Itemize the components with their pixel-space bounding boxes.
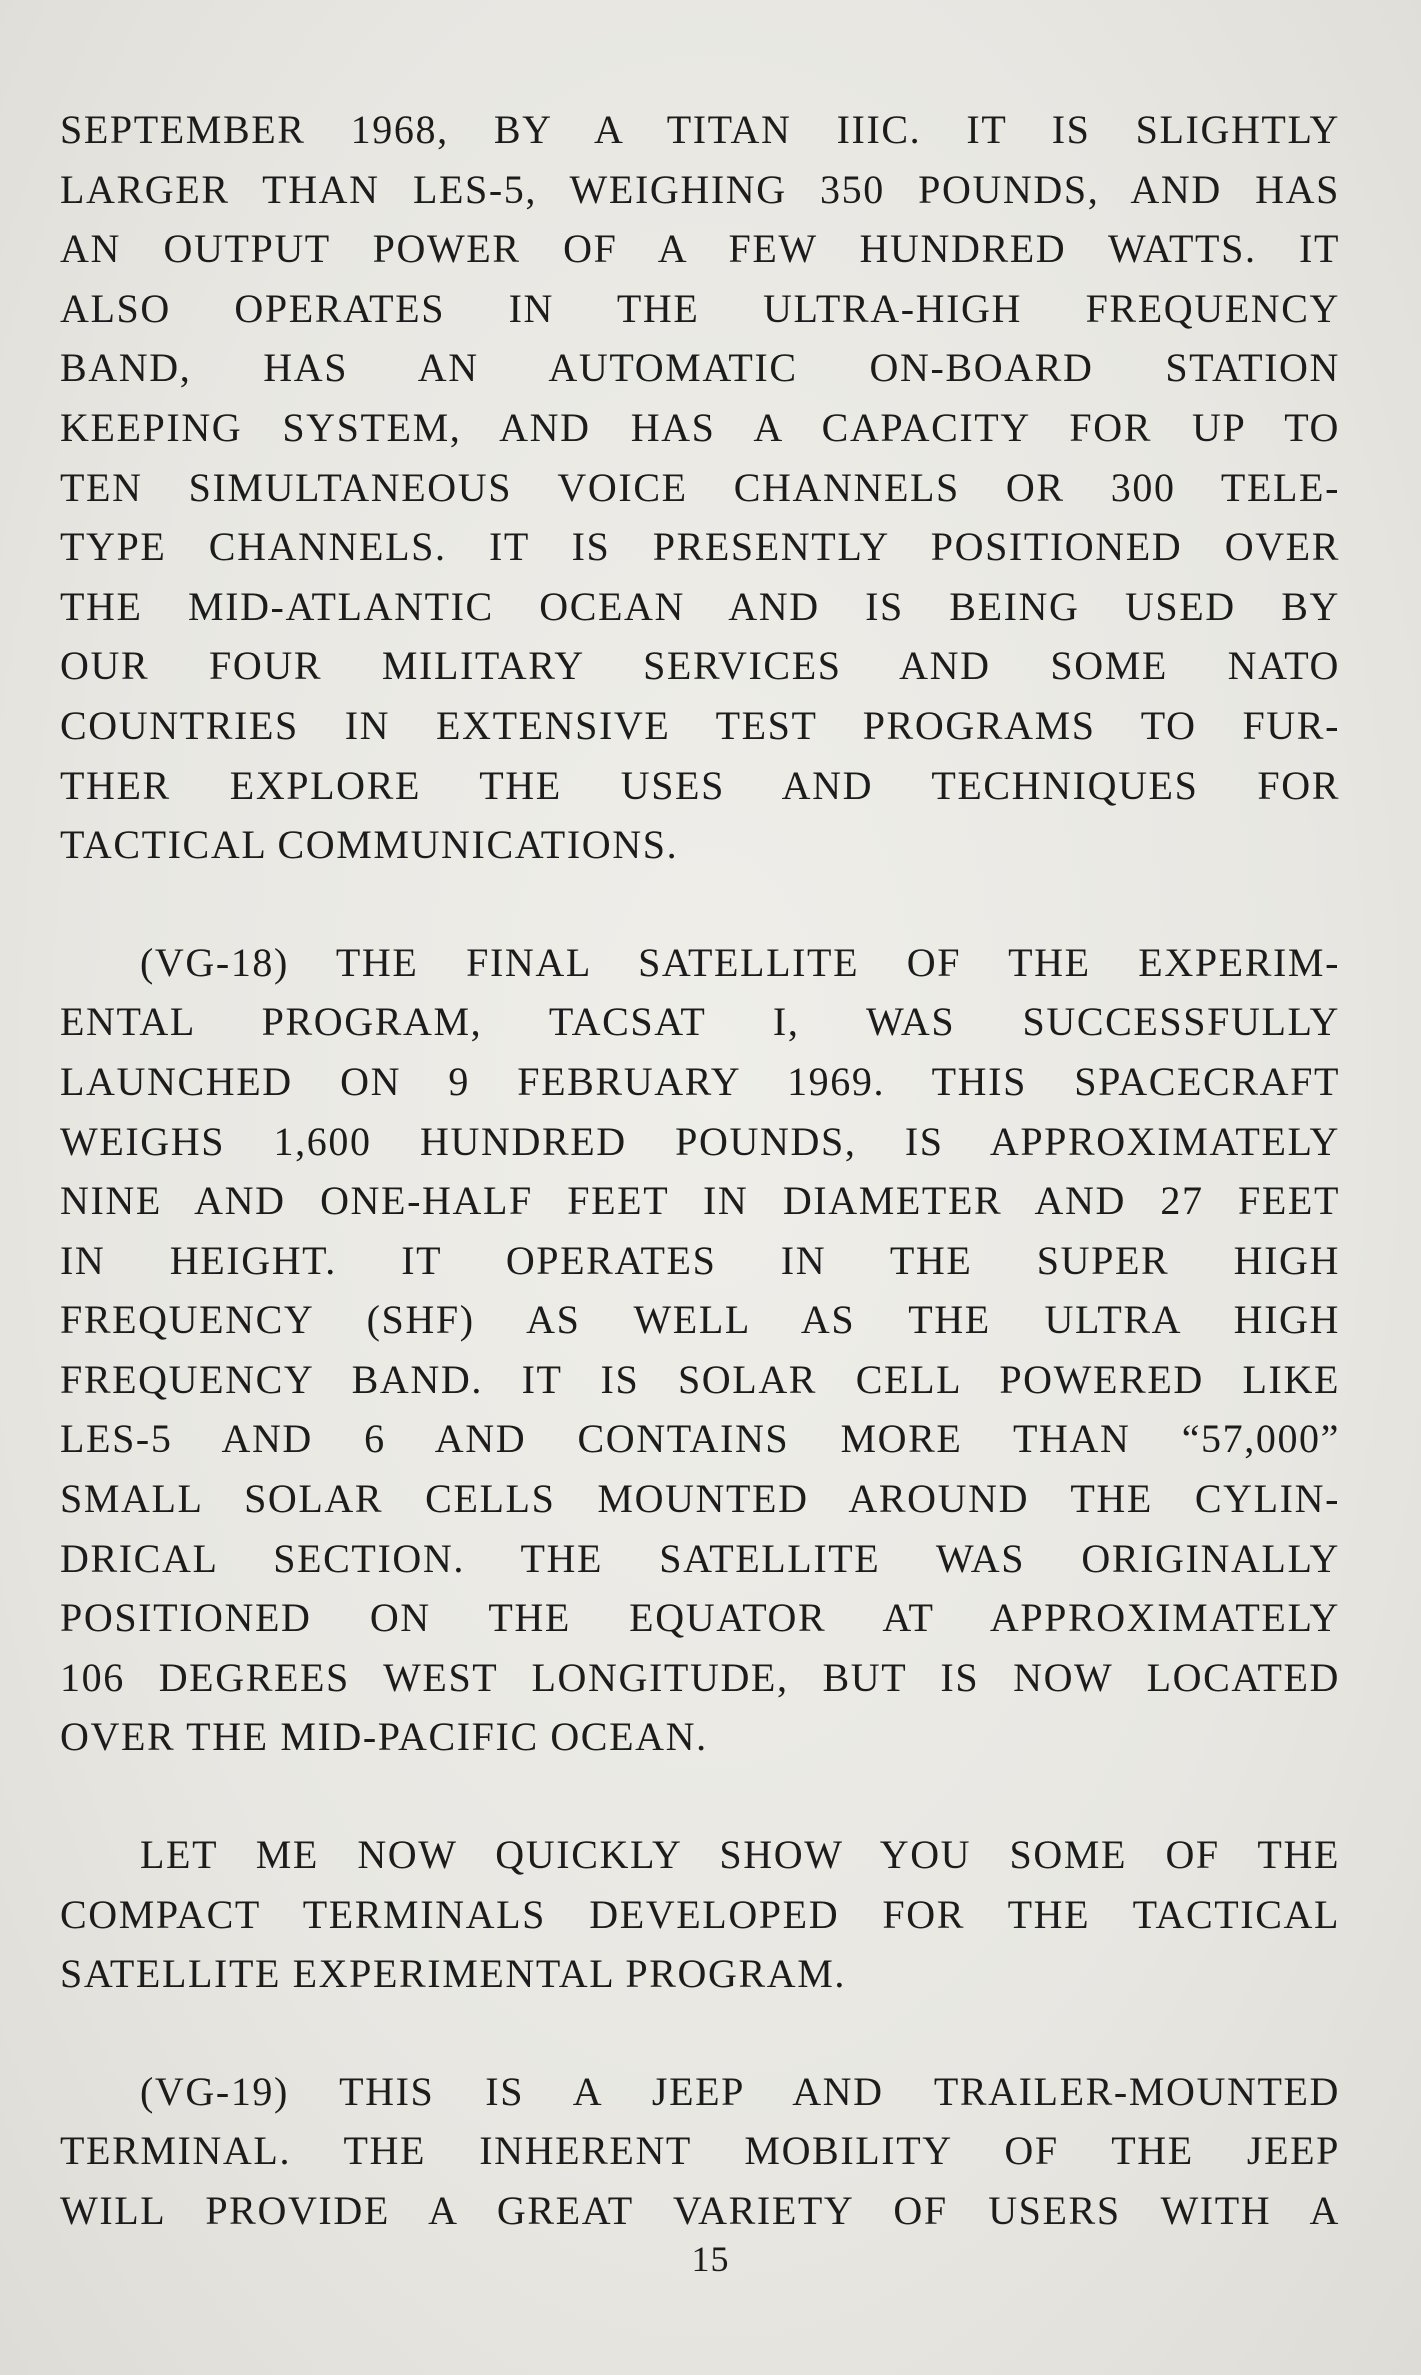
text-line: TACTICAL COMMUNICATIONS. <box>60 822 679 868</box>
text-line: BAND, HAS AN AUTOMATIC ON-BOARD STATION <box>60 345 1340 391</box>
paragraph-continuation <box>60 100 1340 875</box>
text-line: WILL PROVIDE A GREAT VARIETY OF USERS WITH A <box>60 2188 1340 2233</box>
text-line: TERMINAL. THE INHERENT MOBILITY OF THE JEEP <box>60 2128 1340 2174</box>
text-line: KEEPING SYSTEM, AND HAS A CAPACITY FOR UP TO <box>60 404 1340 450</box>
text-line: SATELLITE EXPERIMENTAL PROGRAM. <box>60 1951 847 1997</box>
text-line: SEPTEMBER 1968, BY A TITAN IIIC. IT IS SLIGHTLY <box>60 107 1340 152</box>
page-number: 15 <box>691 2239 730 2279</box>
text-line: ENTAL PROGRAM, TACSAT I, WAS SUCCESSFULLY <box>60 999 1340 1045</box>
text-line: 106 DEGREES WEST LONGITUDE, BUT IS NOW LOCATED <box>60 1654 1340 1700</box>
text-line: OUR FOUR MILITARY SERVICES AND SOME NATO <box>60 643 1340 689</box>
text-line: AN OUTPUT POWER OF A FEW HUNDRED WATTS. IT <box>60 226 1340 272</box>
paragraph-spacer <box>60 1767 1340 1825</box>
text-line: ALSO OPERATES IN THE ULTRA-HIGH FREQUENCY <box>60 285 1340 331</box>
paragraph-vg-19 <box>60 2062 1340 2241</box>
text-line: OVER THE MID-PACIFIC OCEAN. <box>60 1714 708 1760</box>
text-line: LES-5 AND 6 AND CONTAINS MORE THAN “57,000” <box>60 1416 1340 1462</box>
paragraph-vg-18 <box>60 933 1340 1767</box>
text-line: POSITIONED ON THE EQUATOR AT APPROXIMATELY <box>60 1595 1340 1641</box>
text-line: FREQUENCY (SHF) AS WELL AS THE ULTRA HIGH <box>60 1297 1340 1343</box>
text-line: TEN SIMULTANEOUS VOICE CHANNELS OR 300 TELE- <box>60 464 1340 510</box>
text-line: WEIGHS 1,600 HUNDRED POUNDS, IS APPROXIMATELY <box>60 1118 1340 1164</box>
text-line: (VG-19) THIS IS A JEEP AND TRAILER-MOUNTED <box>140 2068 1340 2114</box>
text-line: COUNTRIES IN EXTENSIVE TEST PROGRAMS TO FUR- <box>60 702 1340 748</box>
text-line: (VG-18) THE FINAL SATELLITE OF THE EXPERIM- <box>140 939 1340 985</box>
text-line: LARGER THAN LES-5, WEIGHING 350 POUNDS, AND HAS <box>60 166 1340 212</box>
text-line: SMALL SOLAR CELLS MOUNTED AROUND THE CYLIN- <box>60 1476 1340 1522</box>
text-line: TYPE CHANNELS. IT IS PRESENTLY POSITIONED OVER <box>60 524 1340 570</box>
paragraph-terminals-intro <box>60 1825 1340 2004</box>
text-line: IN HEIGHT. IT OPERATES IN THE SUPER HIGH <box>60 1237 1340 1283</box>
body-text <box>60 100 1340 2241</box>
text-line: THE MID-ATLANTIC OCEAN AND IS BEING USED BY <box>60 583 1340 629</box>
text-line: FREQUENCY BAND. IT IS SOLAR CELL POWERED LIKE <box>60 1356 1340 1402</box>
text-line: DRICAL SECTION. THE SATELLITE WAS ORIGINALLY <box>60 1535 1340 1581</box>
text-line: THER EXPLORE THE USES AND TECHNIQUES FOR <box>60 762 1340 808</box>
text-line: LAUNCHED ON 9 FEBRUARY 1969. THIS SPACECRAFT <box>60 1058 1340 1104</box>
text-line: LET ME NOW QUICKLY SHOW YOU SOME OF THE <box>140 1832 1340 1878</box>
paragraph-spacer <box>60 2004 1340 2062</box>
text-line: COMPACT TERMINALS DEVELOPED FOR THE TACTICAL <box>60 1891 1340 1937</box>
text-line: NINE AND ONE-HALF FEET IN DIAMETER AND 27 FEET <box>60 1178 1340 1224</box>
paragraph-spacer <box>60 875 1340 933</box>
